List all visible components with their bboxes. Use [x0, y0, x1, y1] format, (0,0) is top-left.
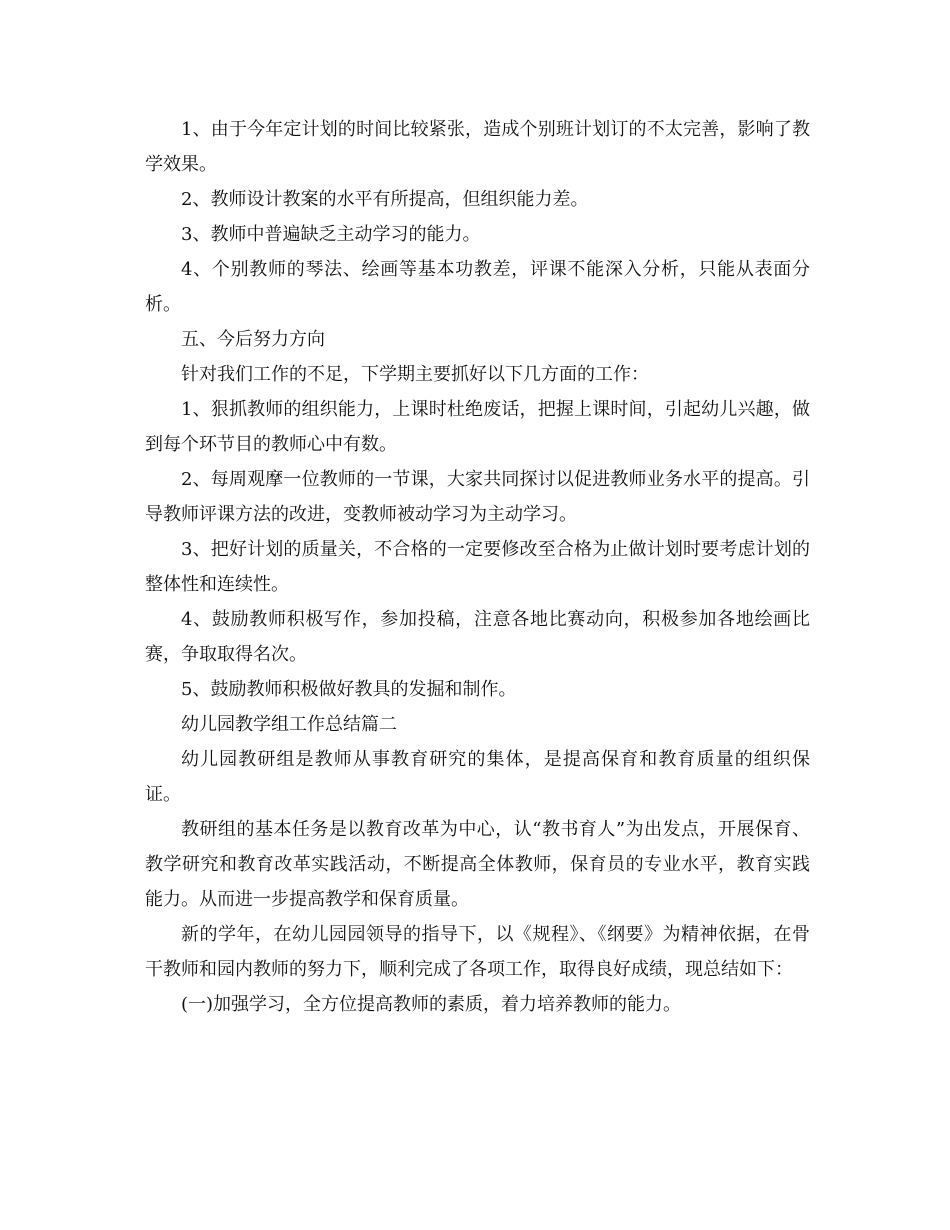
article-title: 幼儿园教学组工作总结篇二 — [181, 714, 397, 735]
paragraph: 3、教师中普遍缺乏主动学习的能力。 — [181, 224, 481, 245]
paragraph: 3、把好计划的质量关，不合格的一定要修改至合格为止做计划时要考虑计划的整体性和连续性。 — [145, 539, 810, 595]
paragraph: 2、每周观摩一位教师的一节课，大家共同探讨以促进教师业务水平的提高。引导教师评课方法的改进，变教师被动学习为主动学习。 — [145, 469, 810, 525]
paragraph: 教研组的基本任务是以教育改革为中心，认“教书育人”为出发点，开展保育、教学研究和教育改革实践活动，不断提高全体教师，保育员的专业水平，教育实践能力。从而进一步提高教学和保育质量。 — [145, 819, 810, 910]
paragraph: 针对我们工作的不足，下学期主要抓好以下几方面的工作： — [181, 364, 649, 385]
paragraph: 2、教师设计教案的水平有所提高，但组织能力差。 — [181, 189, 589, 210]
paragraph: 1、狠抓教师的组织能力，上课时杜绝废话，把握上课时间，引起幼儿兴趣，做到每个环节目的教师心中有数。 — [145, 399, 810, 455]
section-heading: 五、今后努力方向 — [181, 329, 325, 350]
paragraph: 新的学年，在幼儿园园领导的指导下，以《规程》、《纲要》为精神依据，在骨干教师和园内教师的努力下，顺利完成了各项工作，取得良好成绩，现总结如下： — [145, 924, 810, 980]
paragraph: 幼儿园教研组是教师从事教育研究的集体，是提高保育和教育质量的组织保证。 — [145, 749, 810, 805]
paragraph: 4、个别教师的琴法、绘画等基本功教差，评课不能深入分析，只能从表面分析。 — [145, 259, 810, 315]
section-heading: (一)加强学习，全方位提高教师的素质，着力培养教师的能力。 — [181, 994, 682, 1015]
paragraph: 5、鼓励教师积极做好教具的发掘和制作。 — [181, 679, 517, 700]
paragraph: 4、鼓励教师积极写作，参加投稿，注意各地比赛动向，积极参加各地绘画比赛，争取取得名次。 — [145, 609, 810, 665]
document-body — [145, 112, 810, 1022]
paragraph: 1、由于今年定计划的时间比较紧张，造成个别班计划订的不太完善，影响了教学效果。 — [145, 119, 810, 175]
